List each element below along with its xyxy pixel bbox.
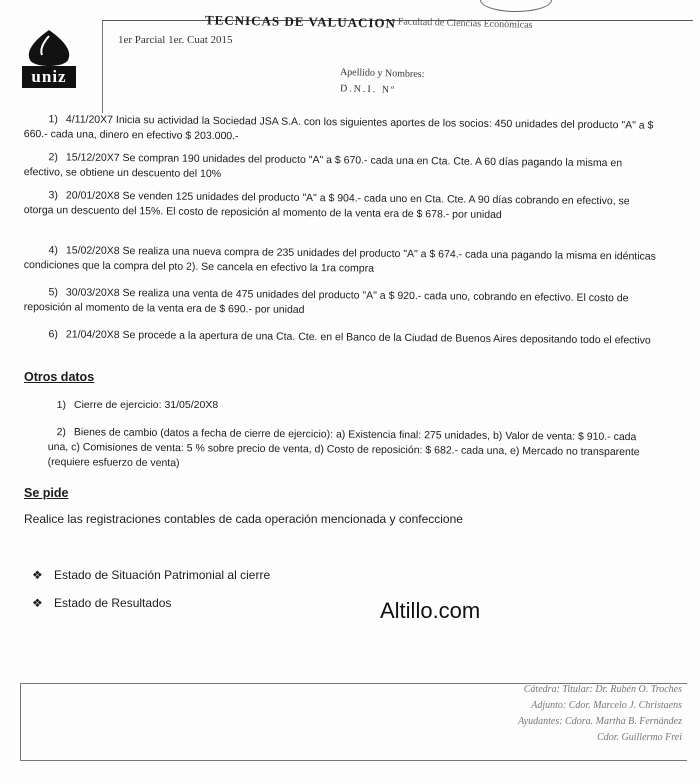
- operation-item: 1) 4/11/20X7 Inicia su actividad la Sociedad JSA S.A. con los siguientes aportes de los socios: 450 unidades del producto "A" a $ 660.- cada una, dinero en efectivo $ 203.000.-: [23, 113, 654, 143]
- instructions-text: Realice las registraciones contables de cada operación mencionada y confeccione: [24, 512, 463, 526]
- deliverable-item: ❖ Estado de Resultados: [32, 596, 172, 610]
- faculty-name: - Facultad de Ciencias Económicas: [391, 16, 533, 31]
- diamond-bullet-icon: ❖: [32, 568, 43, 582]
- operation-item: 4) 15/02/20X8 Se realiza una nueva compra de 235 unidades del producto "A" a $ 674.- cada una pagando la misma en idénticas condiciones que la compra del pto 2). Se cancela en efectivo la 1ra compra: [23, 244, 656, 275]
- exam-label: 1er Parcial 1er. Cuat 2015: [118, 34, 233, 46]
- name-field-label: Apellido y Nombres:: [339, 66, 425, 81]
- otros-datos-heading: Otros datos: [24, 370, 95, 384]
- footer-line: Ayudantes: Cdora. Martha B. Fernández: [518, 716, 682, 727]
- footer-line: Adjunto: Cdor. Marcelo J. Christaens: [531, 700, 682, 711]
- footer-line: Cdor. Guillermo Frei: [597, 732, 682, 743]
- operation-item: 6) 21/04/20X8 Se procede a la apertura de una Cta. Cte. en el Banco de la Ciudad de Buenos Aires depositando todo el efectivo: [48, 328, 651, 347]
- operation-item: 2) 15/12/20X7 Se compran 190 unidades del producto "A" a $ 670.- cada una en Cta. Cte. A 60 días pagando la misma en efectivo, se obtiene un descuento del 10%: [23, 151, 623, 181]
- otros-datos-item: 2) Bienes de cambio (datos a fecha de cierre de ejercicio): a) Existencia final: 275 unidades, b) Valor de venta: $ 910.- cada una, c) Comisiones de venta: 5 % sobre precio de venta, d) Costo de reposición: $ 682.- cada una, e) Mercado no transparente (requiere esfuerzo de venta): [47, 426, 640, 470]
- scan-smudge: [480, 0, 552, 12]
- diamond-bullet-icon: ❖: [32, 596, 43, 610]
- document-title: TECNICAS DE VALUACION: [204, 12, 397, 31]
- watermark: Altillo.com: [380, 598, 481, 623]
- logo-drop-icon: [20, 28, 78, 68]
- operation-item: 5) 30/03/20X8 Se realiza una venta de 475 unidades del producto "A" a $ 920.- cada uno, cobrando en efectivo. El costo de reposición al momento de la venta era de $ 690.- por unidad: [23, 286, 629, 316]
- logo-text: uniz: [22, 66, 76, 88]
- deliverable-item: ❖ Estado de Situación Patrimonial al cierre: [32, 568, 271, 582]
- se-pide-heading: Se pide: [24, 486, 69, 500]
- footer-line: Cátedra: Titular: Dr. Rubén O. Troches: [523, 684, 682, 695]
- operation-item: 3) 20/01/20X8 Se venden 125 unidades del producto "A" a $ 904.- cada uno en Cta. Cte. A 90 días cobrando en efectivo, se otorga un descuento del 15%. El costo de reposición al momento de la venta era de $ 678.- por unidad: [23, 189, 630, 222]
- otros-datos-item: 1) Cierre de ejercicio: 31/05/20X8: [56, 399, 219, 411]
- dni-field-label: D.N.I. Nº: [339, 83, 397, 96]
